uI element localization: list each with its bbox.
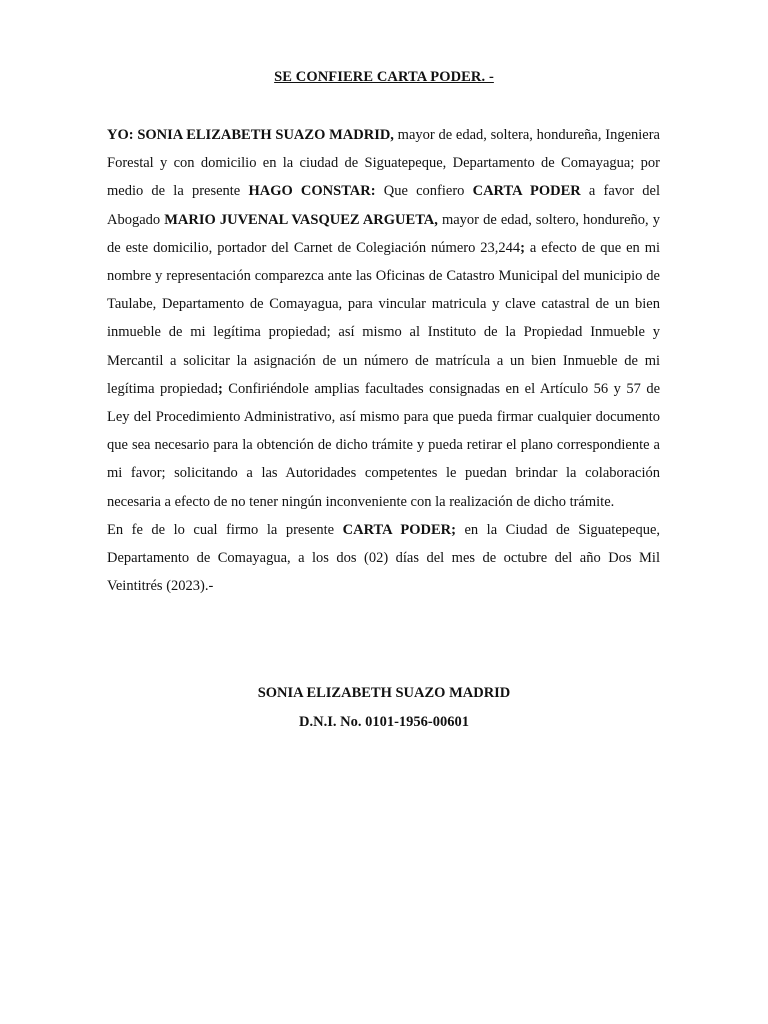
- carta-poder-label-2: CARTA PODER;: [342, 521, 456, 538]
- document-title: SE CONFIERE CARTA PODER. -: [274, 69, 494, 85]
- semicolon-bold: ;: [520, 239, 525, 256]
- paragraph-2-text-1: En fe de lo cual firmo la presente: [107, 521, 343, 538]
- paragraph-1-text-1: mayor de edad, soltera, hondureña, Ingeniera Forestal y con domicilio en la ciudad de Siguatepeque, Departamento de Comayagua; por medio de la presente: [107, 127, 660, 200]
- paragraph-1-text-6: Confiriéndole amplias facultades consignadas en el Artículo 56 y 57 de Ley del Procedimiento Administrativo, así mismo para que pueda firmar cualquier documento que sea necesario para la obtención de dicho trámite y pueda retirar el plano correspondiente a mi favor; solicitando a las Autoridades competentes le puedan brindar la colaboración necesaria a efecto de no tener ningún inconveniente con la realización de dicho trámite.: [107, 380, 660, 510]
- yo-label: YO:: [107, 127, 134, 143]
- body-paragraph-2: [107, 516, 660, 601]
- carta-poder-label: CARTA PODER: [472, 183, 581, 200]
- paragraph-1-text-5: a efecto de que en mi nombre y representación comparezca ante las Oficinas de Catastro Municipal del municipio de Taulabe, Departamento de Comayagua, para vincular matricula y clave catastral de un bien inmueble de mi legítima propiedad; así mismo al Instituto de la Propiedad Inmueble y Mercantil a solicitar la asignación de un número de matrícula a un bien Inmueble de mi legítima propiedad: [107, 239, 661, 397]
- grantor-name: SONIA ELIZABETH SUAZO MADRID,: [137, 127, 394, 143]
- paragraph-1-text-4: mayor de edad, soltero, hondureño, y de este domicilio, portador del Carnet de Colegiación número 23,244: [107, 211, 660, 256]
- paragraph-1-text-2: Que confiero: [375, 183, 473, 200]
- paragraph-1-text-3: a favor del Abogado: [107, 183, 661, 228]
- attorney-name: MARIO JUVENAL VASQUEZ ARGUETA,: [164, 211, 438, 228]
- signature-dni: D.N.I. No. 0101-1956-00601: [299, 714, 469, 730]
- semicolon-bold-2: ;: [217, 380, 223, 397]
- body-paragraph-1: [107, 121, 660, 516]
- document-body: [107, 121, 660, 600]
- paragraph-2-text-2: en la Ciudad de Siguatepeque, Departamento de Comayagua, a los dos (02) días del mes de octubre del año Dos Mil Veintitrés (2023).-: [107, 521, 661, 595]
- hago-constar-label: HAGO CONSTAR:: [248, 183, 376, 200]
- signature-name: SONIA ELIZABETH SUAZO MADRID: [257, 685, 511, 701]
